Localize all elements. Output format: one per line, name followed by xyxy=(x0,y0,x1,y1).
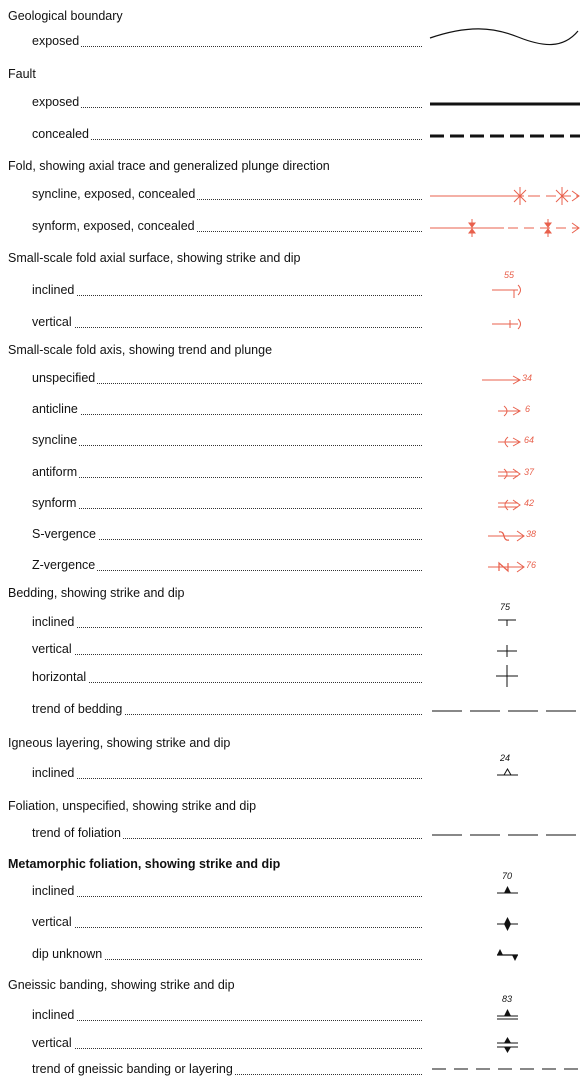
axis-unspecified-symbol xyxy=(480,370,522,390)
item-label: inclined xyxy=(32,615,75,629)
axis-s-vergence-symbol xyxy=(486,526,526,546)
legend-row-axis-antiform xyxy=(0,464,583,484)
plunge-value: 64 xyxy=(524,435,535,445)
legend-row-fault-concealed xyxy=(0,126,583,146)
dip-value: 75 xyxy=(500,602,511,612)
legend-row-bedding-horizontal xyxy=(0,669,583,689)
legend-row-synform xyxy=(0,218,583,238)
gneiss-vertical-symbol xyxy=(494,1035,524,1055)
axial-surface-vertical-symbol xyxy=(490,314,530,334)
legend-row-axial-inclined xyxy=(0,270,583,302)
leader-dots xyxy=(32,464,422,478)
bedding-vertical-symbol xyxy=(494,641,524,661)
item-label: vertical xyxy=(32,642,72,656)
leader-dots xyxy=(32,33,422,47)
legend-row-axis-synform xyxy=(0,495,583,515)
item-label: antiform xyxy=(32,465,78,479)
legend-row-trend-of-bedding xyxy=(0,701,583,721)
trend-gneissic-symbol xyxy=(430,1061,580,1081)
bedding-horizontal-symbol xyxy=(494,663,524,689)
leader-dots xyxy=(32,432,422,446)
item-label: synform xyxy=(32,496,77,510)
synform-symbol xyxy=(428,218,580,238)
item-label: inclined xyxy=(32,766,75,780)
item-label: trend of foliation xyxy=(32,826,121,840)
legend-row-bedding-inclined xyxy=(0,602,583,634)
item-label: syncline, exposed, concealed xyxy=(32,187,196,201)
trend-of-foliation-symbol xyxy=(430,825,580,845)
legend-row-axial-vertical xyxy=(0,314,583,334)
leader-dots xyxy=(32,1007,422,1021)
item-label: dip unknown xyxy=(32,947,103,961)
plunge-value: 76 xyxy=(526,560,537,570)
dip-value: 83 xyxy=(502,994,513,1004)
plunge-value: 37 xyxy=(524,467,535,477)
leader-dots xyxy=(32,1035,422,1049)
item-label: inclined xyxy=(32,1008,75,1022)
axis-syncline-symbol xyxy=(496,432,522,452)
axial-surface-inclined-symbol xyxy=(490,282,530,302)
item-label: synform, exposed, concealed xyxy=(32,219,195,233)
legend-row-boundary-exposed xyxy=(0,33,583,53)
leader-dots xyxy=(32,765,422,779)
plunge-value: 42 xyxy=(524,498,535,508)
item-label: unspecified xyxy=(32,371,96,385)
item-label: inclined xyxy=(32,283,75,297)
leader-dots xyxy=(32,314,422,328)
item-label: vertical xyxy=(32,915,72,929)
leader-dots xyxy=(32,883,422,897)
plunge-value: 34 xyxy=(522,373,533,383)
section-title-foliation: Foliation, unspecified, showing strike and dip xyxy=(8,799,257,813)
bedding-inclined-symbol xyxy=(494,614,524,634)
section-title-metamorphic-foliation: Metamorphic foliation, showing strike and dip xyxy=(8,857,281,871)
leader-dots xyxy=(32,401,422,415)
legend-row-axis-s-vergence xyxy=(0,526,583,546)
section-title-bedding: Bedding, showing strike and dip xyxy=(8,586,185,600)
axis-antiform-symbol xyxy=(496,464,522,484)
section-title-geological-boundary: Geological boundary xyxy=(8,9,123,23)
trend-of-bedding-symbol xyxy=(430,701,580,721)
legend-row-gneiss-inclined xyxy=(0,994,583,1027)
fault-exposed-symbol xyxy=(428,94,580,114)
axis-z-vergence-symbol xyxy=(486,557,526,577)
section-title-fold: Fold, showing axial trace and generalized plunge direction xyxy=(8,159,330,173)
legend-row-axis-z-vergence xyxy=(0,557,583,577)
leader-dots xyxy=(32,914,422,928)
syncline-symbol xyxy=(428,186,580,206)
legend-row-meta-vertical xyxy=(0,914,583,934)
legend-row-axis-syncline xyxy=(0,432,583,452)
leader-dots xyxy=(32,614,422,628)
legend-row-fault-exposed xyxy=(0,94,583,114)
legend-row-meta-inclined xyxy=(0,871,583,903)
section-title-fold-axis: Small-scale fold axis, showing trend and plunge xyxy=(8,343,273,357)
axis-synform-symbol xyxy=(496,495,522,515)
meta-vertical-symbol xyxy=(494,914,524,934)
fault-concealed-symbol xyxy=(428,126,580,146)
plunge-value: 38 xyxy=(526,529,537,539)
section-title-igneous-layering: Igneous layering, showing strike and dip xyxy=(8,736,231,750)
gneiss-inclined-symbol xyxy=(494,1007,524,1027)
section-title-gneissic-banding: Gneissic banding, showing strike and dip xyxy=(8,978,235,992)
leader-dots xyxy=(32,94,422,108)
item-label: horizontal xyxy=(32,670,87,684)
meta-dip-unknown-symbol xyxy=(494,946,524,966)
item-label: S-vergence xyxy=(32,527,96,541)
dip-value: 55 xyxy=(504,270,515,280)
item-label: Z-vergence xyxy=(32,558,96,572)
item-label: vertical xyxy=(32,1036,72,1050)
item-label: concealed xyxy=(32,127,89,141)
item-label: trend of gneissic banding or layering xyxy=(32,1062,233,1076)
legend-row-syncline xyxy=(0,186,583,206)
meta-inclined-symbol xyxy=(494,883,524,903)
item-label: vertical xyxy=(32,315,72,329)
dip-value: 70 xyxy=(502,871,513,881)
item-label: trend of bedding xyxy=(32,702,123,716)
item-label: syncline xyxy=(32,433,78,447)
leader-dots xyxy=(32,669,422,683)
plunge-value: 6 xyxy=(525,404,531,414)
legend-row-axis-anticline xyxy=(0,401,583,421)
item-label: anticline xyxy=(32,402,78,416)
section-title-axial-surface: Small-scale fold axial surface, showing strike and dip xyxy=(8,251,301,265)
legend-row-axis-unspecified xyxy=(0,370,583,390)
legend-row-gneiss-vertical xyxy=(0,1035,583,1055)
axis-anticline-symbol xyxy=(496,401,522,421)
boundary-exposed-symbol xyxy=(428,27,580,53)
item-label: exposed xyxy=(32,95,80,109)
legend-row-meta-dip-unknown xyxy=(0,946,583,966)
item-label: inclined xyxy=(32,884,75,898)
legend-row-trend-gneissic xyxy=(0,1061,583,1081)
dip-value: 24 xyxy=(500,753,511,763)
leader-dots xyxy=(32,641,422,655)
igneous-inclined-symbol xyxy=(494,765,524,785)
legend-row-trend-of-foliation xyxy=(0,825,583,845)
section-title-fault: Fault xyxy=(8,67,36,81)
legend-row-bedding-vertical xyxy=(0,641,583,661)
leader-dots xyxy=(32,282,422,296)
item-label: exposed xyxy=(32,34,80,48)
legend-row-igneous-inclined xyxy=(0,753,583,785)
leader-dots xyxy=(32,495,422,509)
